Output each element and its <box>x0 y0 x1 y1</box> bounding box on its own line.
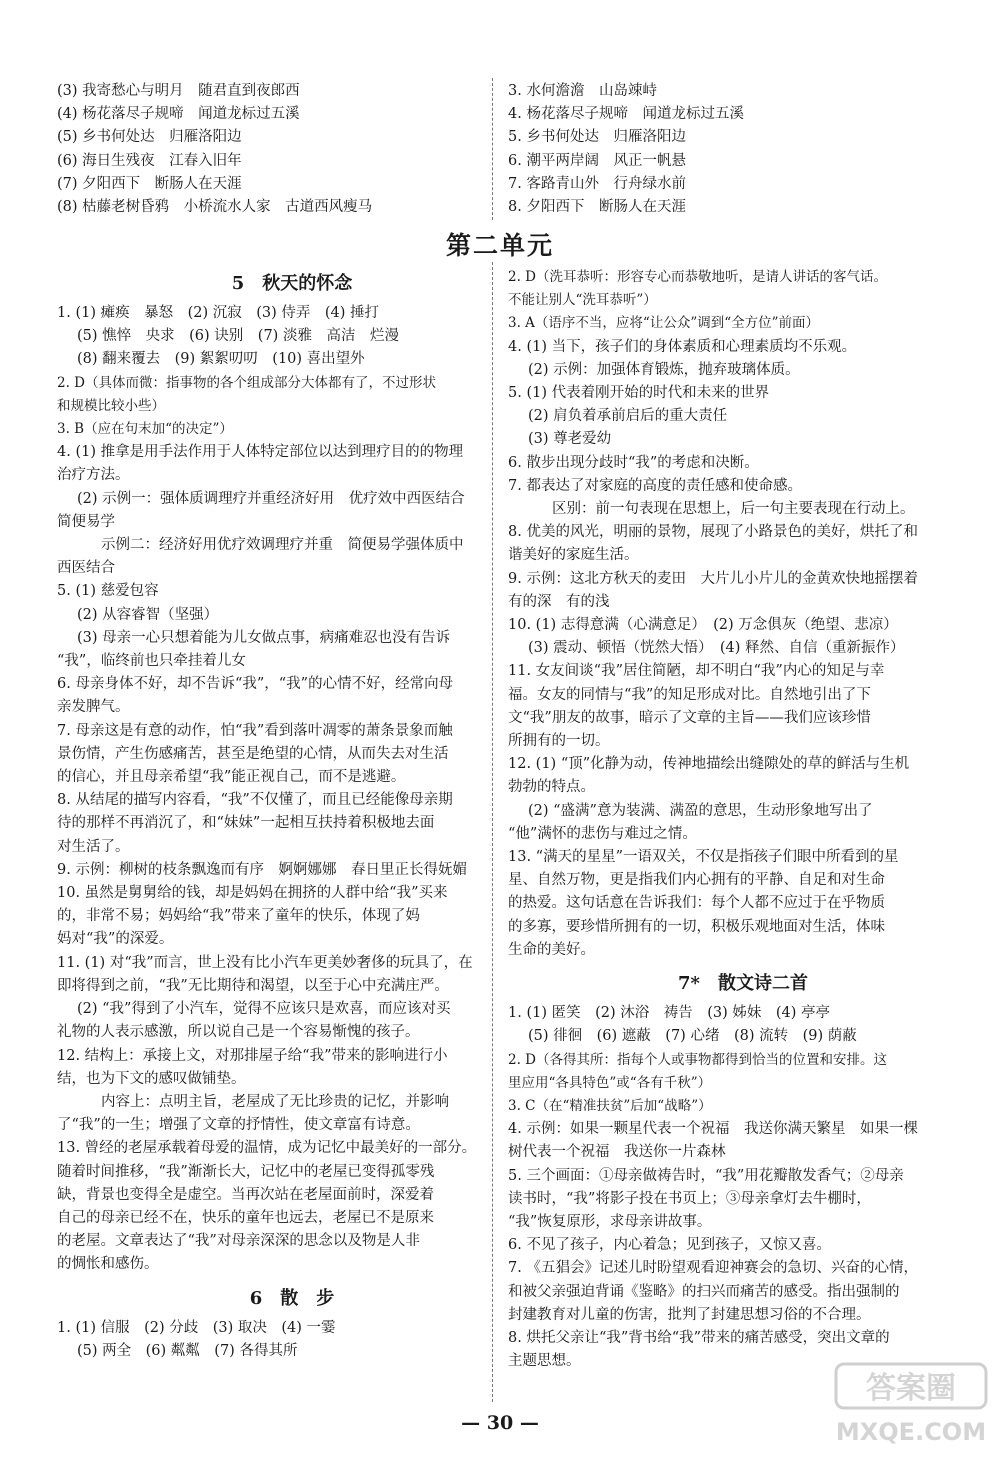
answer-line: 3. C（在“精准扶贫”后加“战略”） <box>508 1097 712 1114</box>
answer-line: (5) 徘徊 (6) 遮蔽 (7) 心绪 (8) 流转 (9) 荫蔽 <box>528 1028 857 1045</box>
answer-line: 2. D（各得其所：指每个人或事物都得到恰当的位置和安排。这 <box>508 1051 887 1068</box>
answer-line: 5. 乡书何处达 归雁洛阳边 <box>508 129 686 146</box>
answer-line: 8. 从结尾的描写内容看，“我”不仅懂了，而且已经能像母亲期 <box>57 792 453 809</box>
answer-line: 13. 曾经的老屋承载着母爱的温情，成为记忆中最美好的一部分。 <box>57 1140 477 1157</box>
answer-line: 和规模比较小些） <box>57 397 165 414</box>
answer-line: 妈对“我”的深爱。 <box>57 931 174 948</box>
lesson-7-title: 7* 散文诗二首 <box>678 973 808 995</box>
answer-line: 6. 散步出现分歧时“我”的考虑和决断。 <box>508 454 759 471</box>
answer-line: “我”，临终前也只牵挂着儿女 <box>57 653 246 670</box>
answer-line: (4) 杨花落尽子规啼 闻道龙标过五溪 <box>57 106 300 123</box>
answer-line: (2) “我”得到了小汽车，觉得不应该只是欢喜，而应该对买 <box>77 1001 451 1018</box>
answer-line: 12. (1) “顶”化静为动，传神地描绘出缝隙处的草的鲜活与生机 <box>508 756 910 773</box>
answer-line: 封建教育对儿童的伤害，批判了封建思想习俗的不合理。 <box>508 1306 871 1323</box>
answer-line: 所拥有的一切。 <box>508 733 610 750</box>
lesson-5-answers <box>57 302 527 1277</box>
answer-line: 8. 烘托父亲让“我”背书给“我”带来的痛苦感受，突出文章的 <box>508 1329 890 1346</box>
answer-line: 7. 都表达了对家庭的高度的责任感和使命感。 <box>508 477 802 494</box>
answer-line: 的老屋。文章表达了“我”对母亲深深的思念以及物是人非 <box>57 1233 420 1250</box>
answer-line: 的信心，并且母亲希望“我”能正视自己，而不是逃避。 <box>57 769 406 786</box>
lesson-6-title: 6 散 步 <box>249 1287 335 1309</box>
answer-line: 了“我”的一生；增强了文章的抒情性，使文章富有诗意。 <box>57 1117 420 1134</box>
answer-line: 随着时间推移，“我”渐渐长大，记忆中的老屋已变得孤零残 <box>57 1163 435 1180</box>
answer-line: 8. 夕阳西下 断肠人在天涯 <box>508 199 686 216</box>
answer-line: (3) 震动、顿悟（恍然大悟） (4) 释然、自信（重新振作） <box>528 640 905 657</box>
answer-line: 3. 水何澹澹 山岛竦峙 <box>508 83 657 99</box>
answer-line: 6. 母亲身体不好，却不告诉“我”，“我”的心情不好，经常向母 <box>57 676 454 693</box>
answer-line: 内容上：点明主旨，老屋成了无比珍贵的记忆，并影响 <box>101 1093 449 1110</box>
answer-line: 11. 女友间谈“我”居住简陋，却不明白“我”内心的知足与幸 <box>508 663 885 680</box>
answer-line: (5) 两全 (6) 粼粼 (7) 各得其所 <box>77 1342 298 1359</box>
answer-line: (2) 示例：加强体育锻炼，抛弃玻璃体质。 <box>528 361 800 378</box>
right-column <box>508 266 978 1373</box>
answer-line: 礼物的人表示感激，所以说自己是一个容易惭愧的孩子。 <box>57 1024 420 1041</box>
answer-line: 待的那样不再消沉了，和“妹妹”一起相互扶持着积极地去面 <box>57 815 435 832</box>
answer-line: 读书时，“我”将影子投在书页上；③母亲拿灯去牛棚时， <box>508 1190 871 1207</box>
answer-line: (2) “盛满”意为装满、满盈的意思，生动形象地写出了 <box>528 802 873 819</box>
answer-line: 结，也为下文的感叹做铺垫。 <box>57 1070 246 1087</box>
lesson-6-answers-continued <box>508 266 978 962</box>
answer-line: “我”恢复原形，求母亲讲故事。 <box>508 1213 712 1230</box>
answer-line: (2) 从容睿智（坚强） <box>77 606 219 623</box>
answer-line: (5) 憔悴 央求 (6) 诀别 (7) 淡雅 高洁 烂漫 <box>77 328 399 345</box>
answer-line: 2. D（洗耳恭听：形容专心而恭敬地听，是请人讲话的客气话。 <box>508 269 887 285</box>
answer-line: 示例二：经济好用优疗效调理疗并重 简便易学强体质中 <box>101 537 464 554</box>
top-left-answers <box>57 80 527 219</box>
answer-line: 的惆怅和感伤。 <box>57 1256 159 1273</box>
answer-line: 区别：前一句表现在思想上，后一句主要表现在行动上。 <box>552 501 915 518</box>
answer-line: 11. (1) 对“我”而言，世上没有比小汽车更美妙奢侈的玩具了，在 <box>57 954 473 971</box>
answer-line: 主题思想。 <box>508 1353 581 1370</box>
answer-line: 缺，背景也变得全是虚空。当再次站在老屋面前时，深爱着 <box>57 1186 434 1203</box>
answer-line: 5. 三个画面：①母亲做祷告时，“我”用花瓣散发香气；②母亲 <box>508 1167 904 1184</box>
answer-line: 9. 示例：这北方秋天的麦田 大片儿小片儿的金黄欢快地摇摆着 <box>508 570 918 587</box>
answer-line: (7) 夕阳西下 断肠人在天涯 <box>57 175 242 192</box>
answer-line: 7. 母亲这是有意的动作，怕“我”看到落叶凋零的萧条景象而触 <box>57 722 453 739</box>
section-title: 第二单元 <box>445 231 554 260</box>
answer-line: 10. 虽然是舅舅给的钱，却是妈妈在拥挤的人群中给“我”买来 <box>57 885 448 902</box>
answer-line: 勃勃的特点。 <box>508 779 595 796</box>
answer-line: 的，非常不易；妈妈给“我”带来了童年的快乐，体现了妈 <box>57 908 420 925</box>
answer-line: (2) 肩负着承前启后的重大责任 <box>528 408 728 425</box>
answer-line: 4. 示例：如果一颗星代表一个祝福 我送你满天繁星 如果一棵 <box>508 1121 918 1138</box>
answer-line: 2. D（具体而微：指事物的各个组成部分大体都有了，不过形状 <box>57 374 436 391</box>
answer-line: 4. (1) 推拿是用手法作用于人体特定部位以达到理疗目的的物理 <box>57 444 464 461</box>
answer-line: 13. “满天的星星”一语双关，不仅是指孩子们眼中所看到的星 <box>508 849 899 866</box>
answer-line: 9. 示例：柳树的枝条飘逸而有序 婀婀娜娜 春日里正长得妩媚 <box>57 861 467 878</box>
answer-line: (8) 翻来覆去 (9) 絮絮叨叨 (10) 喜出望外 <box>77 351 365 368</box>
answer-line: 福。女友的同情与“我”的知足形成对比。自然地引出了下 <box>508 686 871 703</box>
left-column <box>57 266 527 1363</box>
answer-line: “他”满怀的悲伤与难过之情。 <box>508 825 697 842</box>
answer-line: 文“我”朋友的故事，暗示了文章的主旨——我们应该珍惜 <box>508 709 871 726</box>
answer-line: 5. (1) 慈爱包容 <box>57 583 159 600</box>
answer-line: 4. (1) 当下，孩子们的身体素质和心理素质均不乐观。 <box>508 338 857 355</box>
answer-line: 对生活了。 <box>57 838 130 855</box>
page-number: — 30 — <box>461 1412 539 1434</box>
answer-line: 即将得到之前，“我”无比期待和渴望，以至于心中充满庄严。 <box>57 977 449 994</box>
answer-line: 简便易学 <box>57 513 115 530</box>
top-right-answers <box>508 80 978 219</box>
answer-line: 12. 结构上：承接上文，对那排屋子给“我”带来的影响进行小 <box>57 1047 448 1064</box>
answer-line: 的热爱。这句话意在告诉我们：每个人都不应过于在乎物质 <box>508 895 885 912</box>
lesson-5-title: 5 秋天的怀念 <box>231 273 353 294</box>
answer-line: 西医结合 <box>57 560 115 577</box>
answer-line: 3. B（应在句末加“的决定”） <box>57 421 233 438</box>
answer-line: 6. 不见了孩子，内心着急；见到孩子，又惊又喜。 <box>508 1237 831 1254</box>
lesson-6-answers <box>57 1317 527 1363</box>
answer-line: 的多寡，要珍惜所拥有的一切，积极乐观地面对生活，体味 <box>508 918 885 935</box>
answer-line: 和被父亲强迫背诵《鉴略》的扫兴而痛苦的感受。指出强制的 <box>508 1283 900 1300</box>
answer-line: 不能让别人“洗耳恭听”） <box>508 292 657 309</box>
answer-line: 10. (1) 志得意满（心满意足） (2) 万念俱灰（绝望、悲凉） <box>508 617 898 634</box>
lesson-7-answers <box>508 1002 978 1373</box>
answer-line: 自己的母亲已经不在，快乐的童年也远去，老屋已不是原来 <box>57 1209 434 1226</box>
answer-line: (3) 我寄愁心与明月 随君直到夜郎西 <box>57 83 300 99</box>
answer-line: 有的深 有的浅 <box>508 593 610 610</box>
answer-line: 3. A（语序不当，应将“让公众”调到“全方位”前面） <box>508 315 820 332</box>
answer-line: 1. (1) 信服 (2) 分歧 (3) 取决 (4) 一霎 <box>57 1319 336 1336</box>
answer-line: 星、自然万物，更是指我们内心拥有的平静、自足和对生命 <box>508 872 885 889</box>
answer-line: 1. (1) 瘫痪 暴怒 (2) 沉寂 (3) 侍弄 (4) 捶打 <box>57 305 380 321</box>
answer-line: 6. 潮平两岸阔 风正一帆悬 <box>508 152 686 169</box>
answer-line: (8) 枯藤老树昏鸦 小桥流水人家 古道西风瘦马 <box>57 199 373 216</box>
answer-line: 树代表一个祝福 我送你一片森林 <box>508 1144 726 1161</box>
answer-line: 7. 《五猖会》记述儿时盼望观看迎神赛会的急切、兴奋的心情， <box>508 1260 918 1277</box>
answer-line: 8. 优美的风光，明丽的景物，展现了小路景色的美好，烘托了和 <box>508 524 918 541</box>
watermark-logo <box>832 1360 992 1450</box>
answer-line: 4. 杨花落尽子规啼 闻道龙标过五溪 <box>508 106 744 123</box>
answer-line: 7. 客路青山外 行舟绿水前 <box>508 175 686 192</box>
answer-line: (2) 示例一：强体质调理疗并重经济好用 优疗效中西医结合 <box>77 490 465 507</box>
answer-line: (5) 乡书何处达 归雁洛阳边 <box>57 129 242 146</box>
answer-line: 亲发脾气。 <box>57 699 130 716</box>
watermark-text: 答案圈 <box>866 1371 956 1406</box>
answer-line: 景伤情，产生伤感痛苦，甚至是绝望的心情，从而失去对生活 <box>57 745 449 762</box>
answer-line: (6) 海日生残夜 江春入旧年 <box>57 152 242 169</box>
answer-line: 谐美好的家庭生活。 <box>508 547 639 564</box>
answer-line: (3) 尊老爱幼 <box>528 431 612 448</box>
answer-line: (3) 母亲一心只想着能为儿女做点事，病痛难忍也没有告诉 <box>77 629 451 646</box>
answer-line: 1. (1) 匿笑 (2) 沐浴 祷告 (3) 姊妹 (4) 亭亭 <box>508 1005 831 1022</box>
answer-line: 里应用“各具特色”或“各有千秋”） <box>508 1074 712 1091</box>
answer-line: 5. (1) 代表着刚开始的时代和未来的世界 <box>508 385 770 402</box>
answer-line: 治疗方法。 <box>57 467 130 484</box>
answer-line: 生命的美好。 <box>508 941 595 958</box>
watermark-url: MXQE.COM <box>835 1418 987 1446</box>
